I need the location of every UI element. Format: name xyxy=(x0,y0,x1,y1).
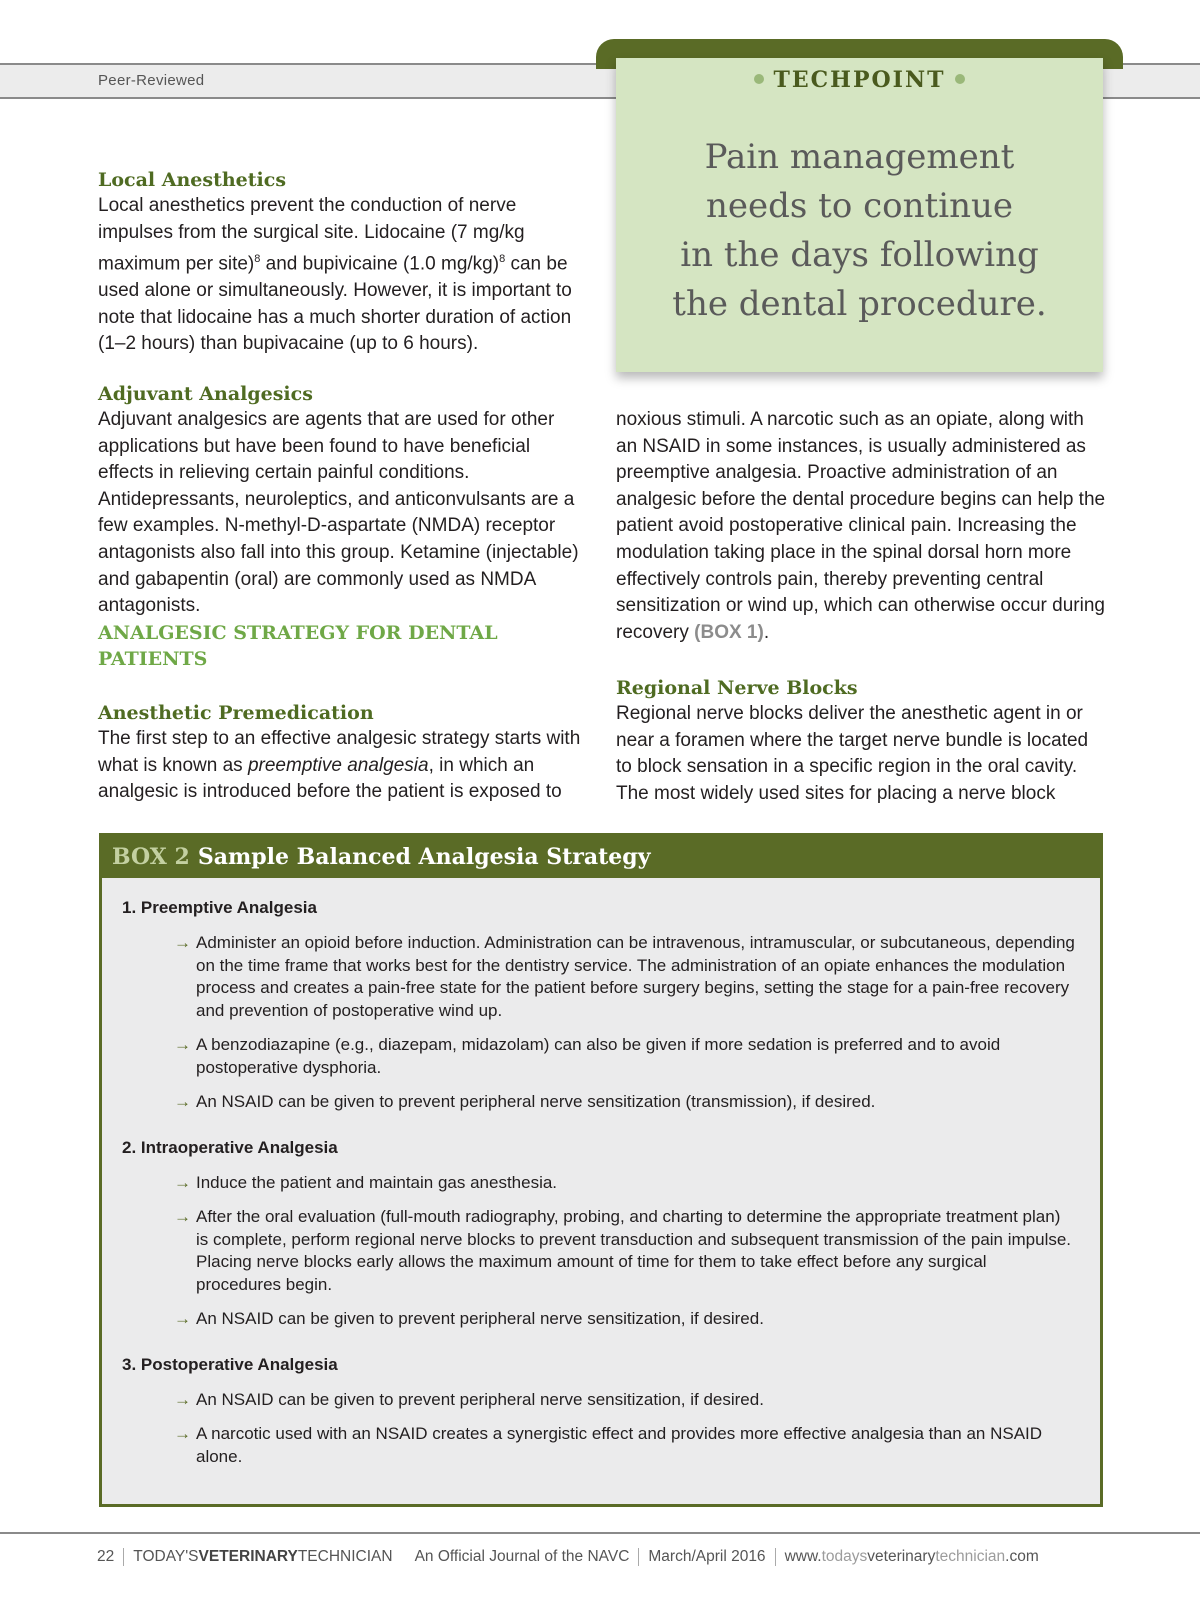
right-column xyxy=(616,407,1108,646)
bullet-dot-icon xyxy=(955,74,965,84)
arrow-right-icon: → xyxy=(174,1424,191,1443)
regional-nerve-blocks-paragraph: Regional nerve blocks deliver the anesthetic agent in or near a foramen where the target nerve bundle is located to block sensation in a specific region in the oral cavity. The most widely used sites for placing a nerve block xyxy=(616,703,1089,804)
box-title: Sample Balanced Analgesia Strategy xyxy=(197,844,651,870)
box-2 xyxy=(99,833,1103,1507)
left-column-strategy xyxy=(98,620,518,672)
techpoint-line: in the days following xyxy=(680,235,1039,275)
local-anesthetics-heading: Local Anesthetics xyxy=(98,169,287,191)
local-anesthetics-paragraph: Local anesthetics prevent the conduction of nerve impulses from the surgical site. Lidocaine (7 mg/kg maximum per site)$^8$ and bupivicaine (1.0 mg/kg)$^8$ can be used alone or simultaneously. However, it is important to note that lidocaine has a much shorter duration of action (1–2 hours) than bupivacaine (up to 6 hours). xyxy=(98,195,572,355)
arrow-right-icon: → xyxy=(174,1035,191,1054)
list-item: → A benzodiazapine (e.g., diazepam, midazolam) can also be given if more sedation is preferred and to avoid postoperative dysphoria. xyxy=(174,1035,1001,1077)
box1-reference[interactable]: (BOX 1) xyxy=(694,621,764,643)
page-number: 22 xyxy=(97,1548,115,1566)
box-section-title: 3. Postoperative Analgesia xyxy=(122,1354,338,1374)
journal-note: An Official Journal of the NAVC xyxy=(414,1548,630,1566)
regional-nerve-blocks-heading: Regional Nerve Blocks xyxy=(616,677,858,699)
website-link[interactable]: www.todaysveterinarytechnician.com xyxy=(784,1548,1039,1566)
adjuvant-analgesics-paragraph: Adjuvant analgesics are agents that are used for other applications but have been found to have beneficial effects in relieving certain painful conditions. Antidepressants, neuroleptics, and anticonvulsants are a few examples. N-methyl-D-aspartate (NMDA) receptor antagonists also fall into this group. Ketamine (injectable) and gabapentin (oral) are commonly used as NMDA antagonists. xyxy=(98,409,579,617)
list-item: → A narcotic used with an NSAID creates a synergistic effect and provides more effective analgesia than an NSAID alone. xyxy=(174,1424,1043,1466)
list-item: → Administer an opioid before induction. Administration can be intravenous, intramuscular, or subcutaneous, depending on the time frame that works best for the dentistry service. The administration of an opiate enhances the modulation process and creates a pain-free state for the patient before surgery begins, setting the stage for a pain-free recovery and prevention of postoperative wind up. xyxy=(174,933,1075,1020)
box-section-title: 2. Intraoperative Analgesia xyxy=(122,1137,338,1157)
footer-rule xyxy=(0,1532,1200,1534)
box-number: BOX 2 xyxy=(112,844,190,870)
analgesic-strategy-heading: ANALGESIC STRATEGY FOR DENTAL PATIENTS xyxy=(98,622,498,670)
techpoint-line: the dental procedure. xyxy=(672,284,1047,324)
arrow-right-icon: → xyxy=(174,1207,191,1226)
techpoint-line: Pain management xyxy=(704,137,1015,177)
box-section-title: 1. Preemptive Analgesia xyxy=(122,898,317,917)
list-item: → An NSAID can be given to prevent peripheral nerve sensitization (transmission), if desired. xyxy=(122,1091,1076,1114)
continued-paragraph: noxious stimuli. A narcotic such as an opiate, along with an NSAID in some instances, is usually administered as preemptive analgesia. Proactive administration of an analgesic before the dental procedure begins can help the patient avoid postoperative clinical pain. Increasing the modulation taking place in the spinal dorsal horn more effectively controls pain, thereby preventing central sensitization or wind up, which can otherwise occur during recovery (BOX 1). xyxy=(616,409,1106,643)
left-column-adjuvant xyxy=(98,381,586,620)
arrow-right-icon: → xyxy=(174,1172,191,1192)
list-item: → Induce the patient and maintain gas anesthesia. xyxy=(122,1172,1076,1195)
issue-date: March/April 2016 xyxy=(648,1548,766,1566)
right-column-regional xyxy=(616,675,1108,807)
anesthetic-premedication-heading: Anesthetic Premedication xyxy=(98,702,374,724)
techpoint-line: needs to continue xyxy=(706,186,1013,226)
techpoint-quote xyxy=(616,133,1103,329)
techpoint-title: TECHPOINT xyxy=(616,67,1103,93)
list-item: → An NSAID can be given to prevent peripheral nerve sensitization, if desired. xyxy=(122,1308,1076,1331)
adjuvant-analgesics-heading: Adjuvant Analgesics xyxy=(98,383,313,405)
techpoint-box xyxy=(616,58,1103,372)
box-body xyxy=(102,878,1100,1468)
box-header xyxy=(102,836,1100,878)
list-item: → After the oral evaluation (full-mouth radiography, probing, and charting to determine the appropriate treatment plan) is complete, perform regional nerve blocks to prevent transduction and subsequent transmission of the pain impulse. Placing nerve blocks early allows the maximum amount of time for them to take effect before any surgical procedures begin. xyxy=(174,1207,1072,1294)
arrow-right-icon: → xyxy=(174,933,191,952)
bullet-dot-icon xyxy=(754,74,764,84)
footer xyxy=(97,1548,1039,1566)
arrow-right-icon: → xyxy=(174,1389,191,1409)
magazine-name: TODAY'SVETERINARYTECHNICIAN xyxy=(133,1548,393,1566)
arrow-right-icon: → xyxy=(174,1309,191,1328)
list-item: → An NSAID can be given to prevent peripheral nerve sensitization, if desired. xyxy=(122,1389,1076,1412)
left-column-premed xyxy=(98,700,586,806)
arrow-right-icon: → xyxy=(174,1092,191,1111)
left-column xyxy=(98,167,586,358)
anesthetic-premedication-paragraph: The first step to an effective analgesic strategy starts with what is known as preemptive analgesia, in which an analgesic is introduced before the patient is exposed to xyxy=(98,728,581,803)
section-label: Peer-Reviewed xyxy=(98,72,205,89)
